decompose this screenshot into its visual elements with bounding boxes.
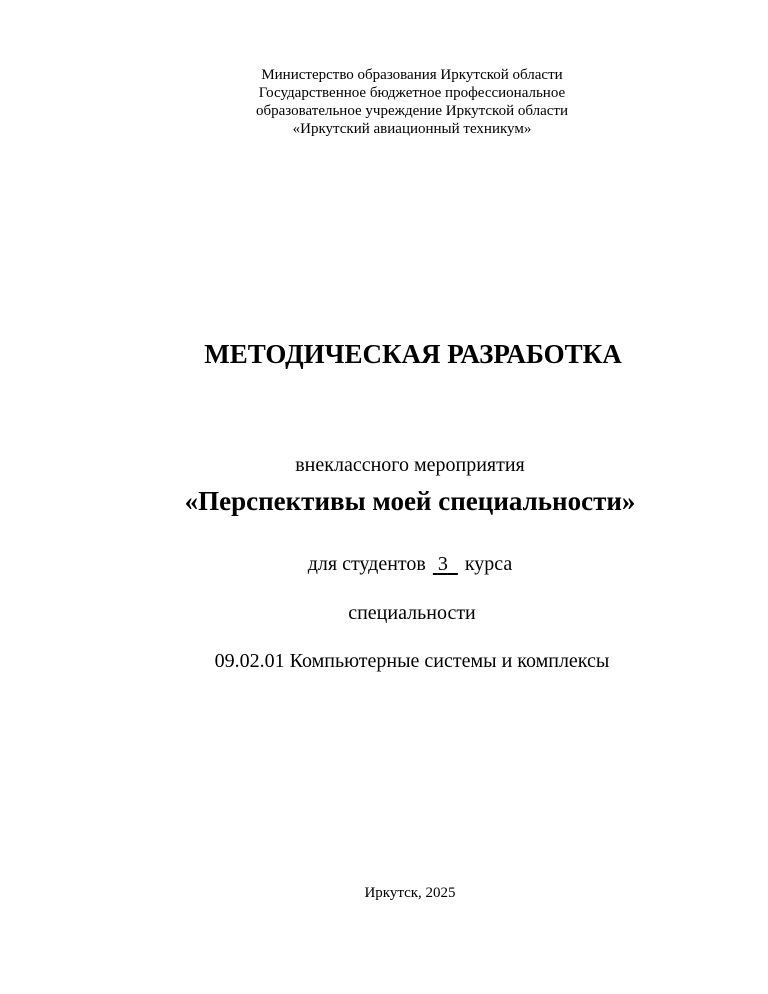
specialty-label: специальности: [348, 602, 476, 624]
header-line-institution-region: образовательное учреждение Иркутской области: [255, 103, 568, 119]
header-line-ministry: Министерство образования Иркутской области: [261, 67, 563, 83]
event-type: внеклассного мероприятия: [295, 454, 525, 476]
header-line-institution-name: «Иркутский авиационный техникум»: [292, 121, 532, 137]
header-line-institution-type: Государственное бюджетное профессиональное: [258, 85, 566, 101]
specialty-name: 09.02.01 Компьютерные системы и комплексы: [214, 650, 610, 672]
document-title: МЕТОДИЧЕСКАЯ РАЗРАБОТКА: [204, 339, 622, 369]
students-course-line: [0, 551, 768, 577]
course-number: [431, 551, 460, 577]
students-prefix: для студентов: [307, 553, 426, 575]
students-suffix: курса: [464, 553, 513, 575]
course-number-value: 3: [437, 553, 448, 575]
event-name: «Перспективы моей специальности»: [184, 486, 636, 516]
organization-header: [0, 66, 768, 138]
place-year: Иркутск, 2025: [364, 885, 456, 901]
